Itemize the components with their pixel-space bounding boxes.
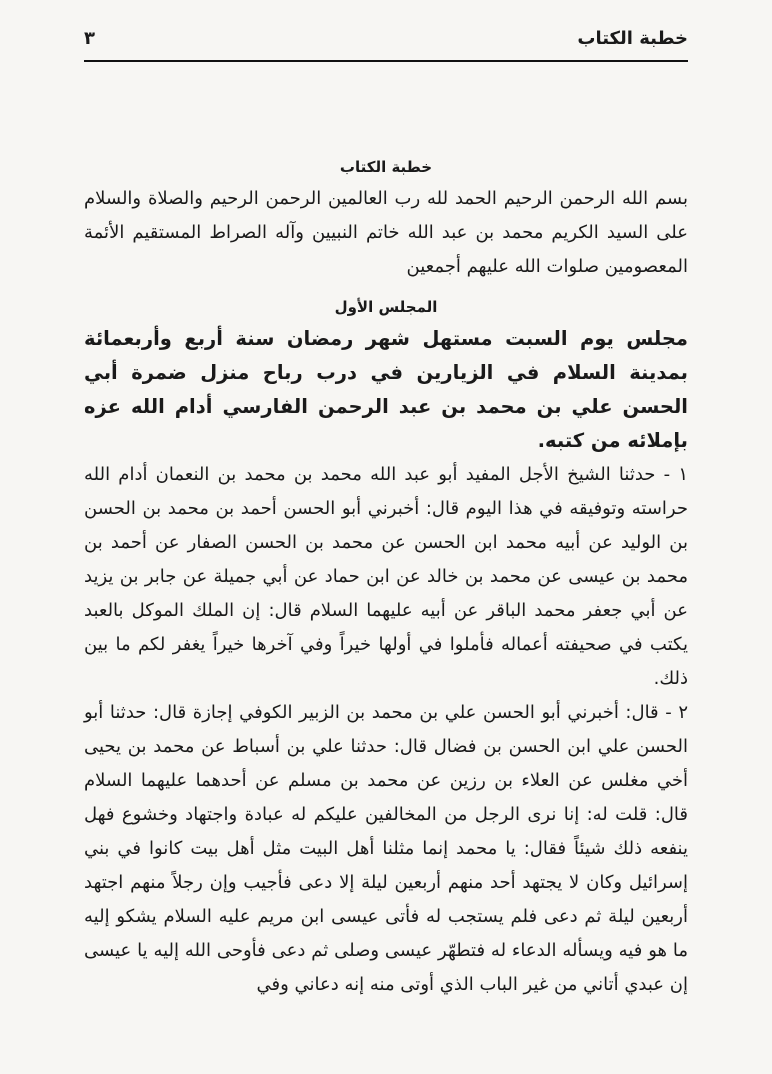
hadith-2-paragraph: ٢ - قال: أخبرني أبو الحسن علي بن محمد بن الزبير الكوفي إجازة قال: حدثنا أبو الحسن علي ابن الحسن بن فضال قال: حدثنا علي بن أسباط عن محمد بن يحيى أخي مغلس عن العلاء بن رزين عن محمد بن مسلم عن أحدهما عليهما السلام قال: قلت له: إنا نرى الرجل من المخالفين عليكم له عبادة واجتهاد وخشوع فهل ينفعه ذلك شيئاً فقال: يا محمد إنما مثلنا أهل البيت مثل أهل بيت كانوا في بني إسرائيل وكان لا يجتهد أحد منهم أربعين ليلة إلا دعى فأجيب وإن رجلاً منهم اجتهد أربعين ليلة ثم دعى فلم يستجب له فأتى عيسى ابن مريم عليه السلام يشكو إليه ما هو فيه ويسأله الدعاء له فتطهّر عيسى وصلى ثم دعى فأوحى الله إليه يا عيسى إن عبدي أتاني من غير الباب الذي أوتى منه إنه دعاني وفي — [84, 702, 688, 995]
hadith-1-paragraph: ١ - حدثنا الشيخ الأجل المفيد أبو عبد الله محمد بن محمد بن النعمان أدام الله حراسته وتوفيقه في هذا اليوم قال: أخبرني أبو الحسن أحمد بن محمد بن الحسن بن الوليد عن أبيه محمد ابن الحسن عن محمد بن الحسن الصفار عن أحمد بن محمد بن عيسى عن محمد بن خالد عن ابن حماد عن أبي جميلة عن جابر بن يزيد عن أبي جعفر محمد الباقر عن أبيه عليهما السلام قال: إن الملك الموكل بالعبد يكتب في صحيفته أعماله فأملوا في أولها خيراً وفي آخرها خيراً يغفر لكم ما بين ذلك. — [84, 464, 688, 689]
majlis-intro-paragraph: مجلس يوم السبت مستهل شهر رمضان سنة أربع وأربعمائة بمدينة السلام في الزيارين في درب رباح منزل ضمرة أبي الحسن علي بن محمد بن عبد الرحمن الفارسي أدام الله عزه بإملائه من كتبه. — [84, 327, 688, 452]
section-heading-majlis: المجلس الأول — [334, 298, 438, 316]
running-header — [84, 28, 688, 54]
intro-paragraph: بسم الله الرحمن الرحيم الحمد لله رب العالمين الرحمن الرحيم والصلاة والسلام على السيد الكريم محمد بن عبد الله خاتم النبيين وآله الصراط المستقيم الأئمة المعصومين صلوات الله عليهم أجمعين — [84, 188, 688, 277]
header-title: خطبة الكتاب — [577, 28, 688, 49]
page-number: ٣ — [84, 28, 95, 49]
header-divider — [84, 60, 688, 62]
page-body — [84, 152, 688, 1002]
section-heading-intro: خطبة الكتاب — [339, 158, 433, 176]
